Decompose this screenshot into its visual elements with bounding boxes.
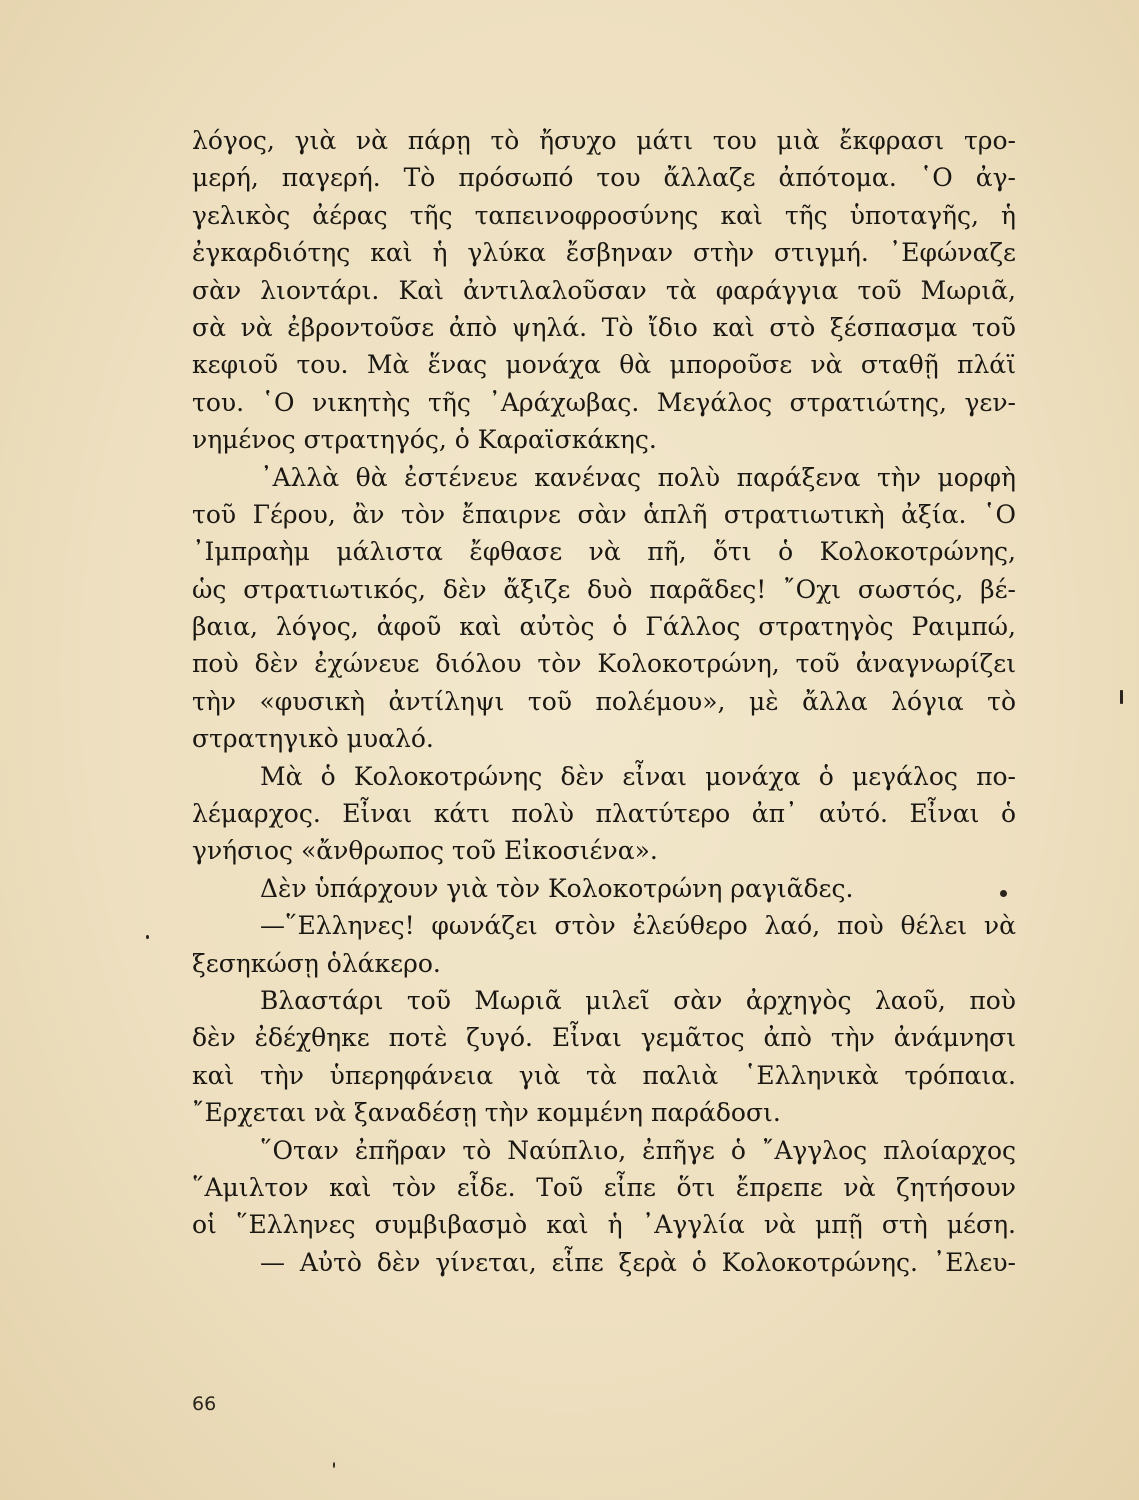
text-line: —῞Ελληνες! φωνάζει στὸν ἐλεύθερο λαό, ποὺ θέλει νὰ: [260, 911, 1016, 941]
text-line: γνήσιος «ἄνθρωπος τοῦ Εἰκοσιένα».: [192, 836, 658, 866]
text-line: ποὺ δὲν ἐχώνευε διόλου τὸν Κολοκοτρώνη, τοῦ ἀναγνωρίζει: [192, 649, 1016, 679]
text-line: μερή, παγερή. Τὸ πρόσωπό του ἄλλαζε ἀπότομα. ῾Ο ἀγ-: [192, 163, 1016, 193]
text-line: νημένος στρατηγός, ὁ Καραϊσκάκης.: [192, 425, 657, 455]
text-line: τὴν «φυσικὴ ἀντίληψι τοῦ πολέμου», μὲ ἄλλα λόγια τὸ: [192, 686, 1016, 716]
body-text: [192, 122, 1016, 1281]
text-line: ὡς στρατιωτικός, δὲν ἄξιζε δυὸ παρᾶδες! ῎Οχι σωστός, βέ-: [192, 574, 1016, 604]
text-line: τοῦ Γέρου, ἂν τὸν ἔπαιρνε σὰν ἁπλῆ στρατιωτικὴ ἀξία. ῾Ο: [192, 499, 1016, 529]
text-line: στρατηγικὸ μυαλό.: [192, 724, 434, 754]
text-line: ῞Οταν ἐπῆραν τὸ Ναύπλιο, ἐπῆγε ὁ ῎Αγγλος πλοίαρχος: [260, 1135, 1016, 1165]
ink-speck: [333, 1462, 335, 1468]
text-line: του. ῾Ο νικητὴς τῆς ᾽Αράχωβας. Μεγάλος στρατιώτης, γεν-: [192, 387, 1016, 417]
text-line: ᾽Ιμπραὴμ μάλιστα ἔφθασε νὰ πῆ, ὅτι ὁ Κολοκοτρώνης,: [192, 537, 1016, 567]
text-line: Μὰ ὁ Κολοκοτρώνης δὲν εἶναι μονάχα ὁ μεγάλος πο-: [260, 761, 1016, 791]
text-line: Δὲν ὑπάρχουν γιὰ τὸν Κολοκοτρώνη ραγιᾶδες.: [260, 873, 854, 903]
text-line: ἐγκαρδιότης καὶ ἡ γλύκα ἔσβηναν στὴν στιγμή. ᾽Εφώναζε: [192, 238, 1016, 268]
text-line: οἱ ῞Ελληνες συμβιβασμὸ καὶ ἡ ᾽Αγγλία νὰ μπῇ στὴ μέση.: [192, 1210, 1016, 1240]
text-line: λόγος, γιὰ νὰ πάρῃ τὸ ἤσυχο μάτι του μιὰ ἔκφρασι τρο-: [192, 126, 1016, 155]
text-line: σὰ νὰ ἐβροντοῦσε ἀπὸ ψηλά. Τὸ ἴδιο καὶ στὸ ξέσπασμα τοῦ: [192, 312, 1016, 342]
text-line: δὲν ἐδέχθηκε ποτὲ ζυγό. Εἶναι γεμᾶτος ἀπὸ τὴν ἀνάμνησι: [192, 1023, 1016, 1053]
text-line: καὶ τὴν ὑπερηφάνεια γιὰ τὰ παλιὰ ῾Ελληνικὰ τρόπαια.: [192, 1060, 1016, 1090]
text-line: ῞Αμιλτον καὶ τὸν εἶδε. Τοῦ εἶπε ὅτι ἔπρεπε νὰ ζητήσουν: [192, 1172, 1016, 1202]
text-line: σὰν λιοντάρι. Καὶ ἀντιλαλοῦσαν τὰ φαράγγια τοῦ Μωριᾶ,: [192, 275, 1016, 305]
ink-speck: [1000, 890, 1007, 897]
text-line: Βλαστάρι τοῦ Μωριᾶ μιλεῖ σὰν ἀρχηγὸς λαοῦ, ποὺ: [260, 985, 1016, 1015]
text-line: ᾽Αλλὰ θὰ ἐστένευε κανένας πολὺ παράξενα τὴν μορφὴ: [260, 462, 1016, 492]
text-line: — Αὐτὸ δὲν γίνεται, εἶπε ξερὰ ὁ Κολοκοτρώνης. ᾽Ελευ-: [260, 1247, 1016, 1277]
ink-speck: [146, 935, 149, 939]
text-line: κεφιοῦ του. Μὰ ἕνας μονάχα θὰ μποροῦσε νὰ σταθῇ πλάϊ: [192, 350, 1016, 380]
page-number: 66: [192, 1393, 217, 1415]
ink-speck: [1120, 690, 1123, 704]
text-line: λέμαρχος. Εἶναι κάτι πολὺ πλατύτερο ἀπ᾽ αὐτό. Εἶναι ὁ: [192, 799, 1016, 829]
text-line: γελικὸς ἀέρας τῆς ταπεινοφροσύνης καὶ τῆς ὑποταγῆς, ἡ: [192, 200, 1016, 230]
text-line: βαια, λόγος, ἀφοῦ καὶ αὐτὸς ὁ Γάλλος στρατηγὸς Ραιμπώ,: [192, 612, 1016, 642]
text-line: ῎Ερχεται νὰ ξαναδέσῃ τὴν κομμένη παράδοσι.: [192, 1098, 781, 1128]
text-line: ξεσηκώσῃ ὁλάκερο.: [192, 948, 441, 978]
